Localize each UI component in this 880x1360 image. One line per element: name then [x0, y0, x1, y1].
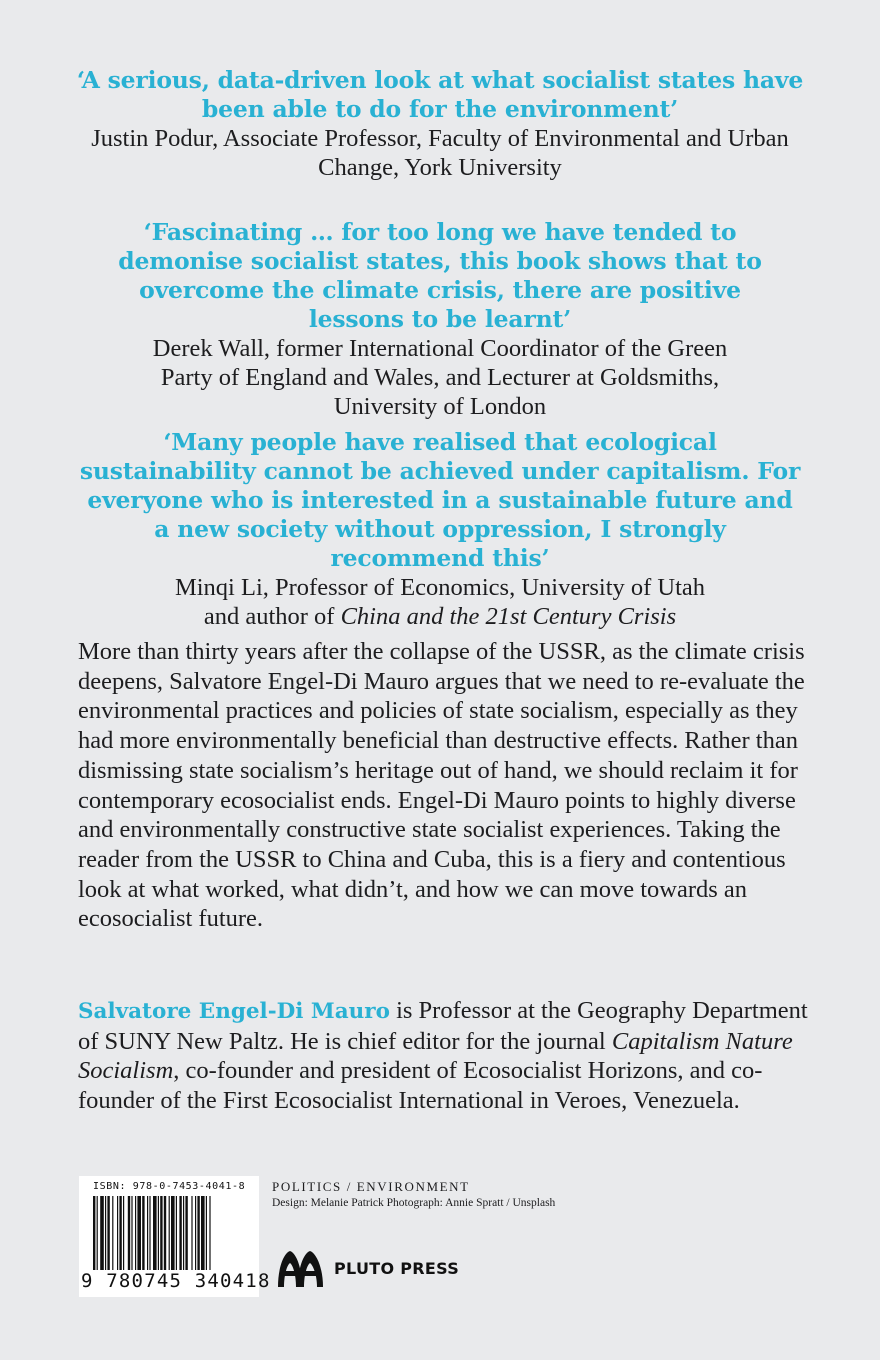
quote-2-text: ‘Fascinating … for too long we have tended to demonise socialist states, this book shows that to overcome the climate crisis, there are positive lessons to be learnt’ — [118, 218, 762, 333]
barcode-bar — [107, 1196, 109, 1270]
quote-2-attribution: Derek Wall, former International Coordinator of the Green Party of England and Wales, and Lecturer at Goldsmiths, University of London — [152, 335, 728, 420]
barcode-bar — [119, 1196, 121, 1270]
author-bio — [78, 996, 813, 1116]
barcode-bar — [185, 1196, 187, 1270]
barcode-bar — [131, 1196, 132, 1270]
quote-1-attribution: Justin Podur, Associate Professor, Faculty of Environmental and Urban Change, York University — [91, 125, 789, 181]
quote-3-attribution — [60, 573, 820, 631]
pluto-press-logo-icon — [276, 1247, 326, 1289]
barcode-bar — [93, 1196, 95, 1270]
barcode-bar — [209, 1196, 210, 1270]
barcode-bar — [117, 1196, 118, 1270]
quote-3-text: ‘Many people have realised that ecological sustainability cannot be achieved under capitalism. For everyone who is interested in a sustainable future and a new society without oppression, I strongly recommend this’ — [79, 428, 801, 572]
barcode-bar — [158, 1196, 159, 1270]
quote-1-text: ‘A serious, data-driven look at what socialist states have been able to do for the environment’ — [76, 66, 804, 123]
barcode-bar — [105, 1196, 106, 1270]
barcode-bar — [195, 1196, 196, 1270]
book-title: China and the 21st Century Crisis — [340, 603, 677, 630]
barcode-bar — [135, 1196, 136, 1270]
barcode-bar — [137, 1196, 141, 1270]
barcode-bar — [171, 1196, 175, 1270]
book-description: More than thirty years after the collapse of the USSR, as the climate crisis deepens, Salvatore Engel-Di Mauro argues that we need to re-evaluate the environmental practices and policies of state socialism, especially as they had more environmentally beneficial than destructive effects. Rather than dismissing state socialism’s heritage out of hand, we should reclaim it for contemporary ecosocialist ends. Engel-Di Mauro points to highly diverse and environmentally constructive state socialist experiences. Taking the reader from the USSR to China and Cuba, this is a fiery and contentious look at what worked, what didn’t, and how we can move towards an ecosocialist future. — [78, 638, 805, 933]
author-bio-text-1: is Professor at the Geography Department of SUNY New Paltz. He is chief editor for the journal — [78, 997, 808, 1055]
publisher-logo — [276, 1243, 459, 1293]
barcode-bar — [164, 1196, 166, 1270]
quote-3 — [60, 428, 820, 631]
quote-3-attribution-line: Minqi Li, Professor of Economics, University of Utah — [174, 574, 706, 601]
barcode-bar — [153, 1196, 157, 1270]
barcode-bar — [179, 1196, 181, 1270]
quote-3-attribution-prefix: and author of — [203, 603, 341, 630]
barcode — [79, 1176, 271, 1297]
barcode-bars-icon — [93, 1196, 253, 1270]
barcode-bar — [191, 1196, 192, 1270]
barcode-bar — [147, 1196, 148, 1270]
barcode-bar — [112, 1196, 113, 1270]
design-credits: Design: Melanie Patrick Photograph: Annie Spratt / Unsplash — [272, 1197, 556, 1209]
category-label: POLITICS / ENVIRONMENT — [272, 1179, 470, 1194]
isbn-label: ISBN: 978-0-7453-4041-8 — [93, 1181, 246, 1192]
barcode-bar — [206, 1196, 207, 1270]
author-bio-text-2: , co-founder and president of Ecosocialist Horizons, and co-founder of the First Ecosocialist International in Veroes, Venezuela. — [78, 1057, 763, 1115]
barcode-bar — [149, 1196, 150, 1270]
barcode-bar — [123, 1196, 124, 1270]
barcode-bar — [169, 1196, 170, 1270]
barcode-bar — [197, 1196, 199, 1270]
barcode-bar — [201, 1196, 205, 1270]
barcode-bar — [100, 1196, 104, 1270]
quote-2 — [60, 218, 820, 421]
barcode-bar — [176, 1196, 177, 1270]
barcode-bar — [142, 1196, 144, 1270]
publisher-name: PLUTO PRESS — [334, 1258, 460, 1278]
quote-3-attribution-book — [60, 602, 820, 631]
barcode-bar — [128, 1196, 130, 1270]
barcode-bar — [97, 1196, 98, 1270]
barcode-bar — [160, 1196, 162, 1270]
barcode-bar — [183, 1196, 184, 1270]
quote-1 — [60, 66, 820, 182]
author-name: Salvatore Engel-Di Mauro — [78, 999, 390, 1024]
journal-title: Capitalism Nature Socialism — [78, 1027, 793, 1085]
isbn-digits: 9 780745 340418 — [81, 1270, 271, 1292]
